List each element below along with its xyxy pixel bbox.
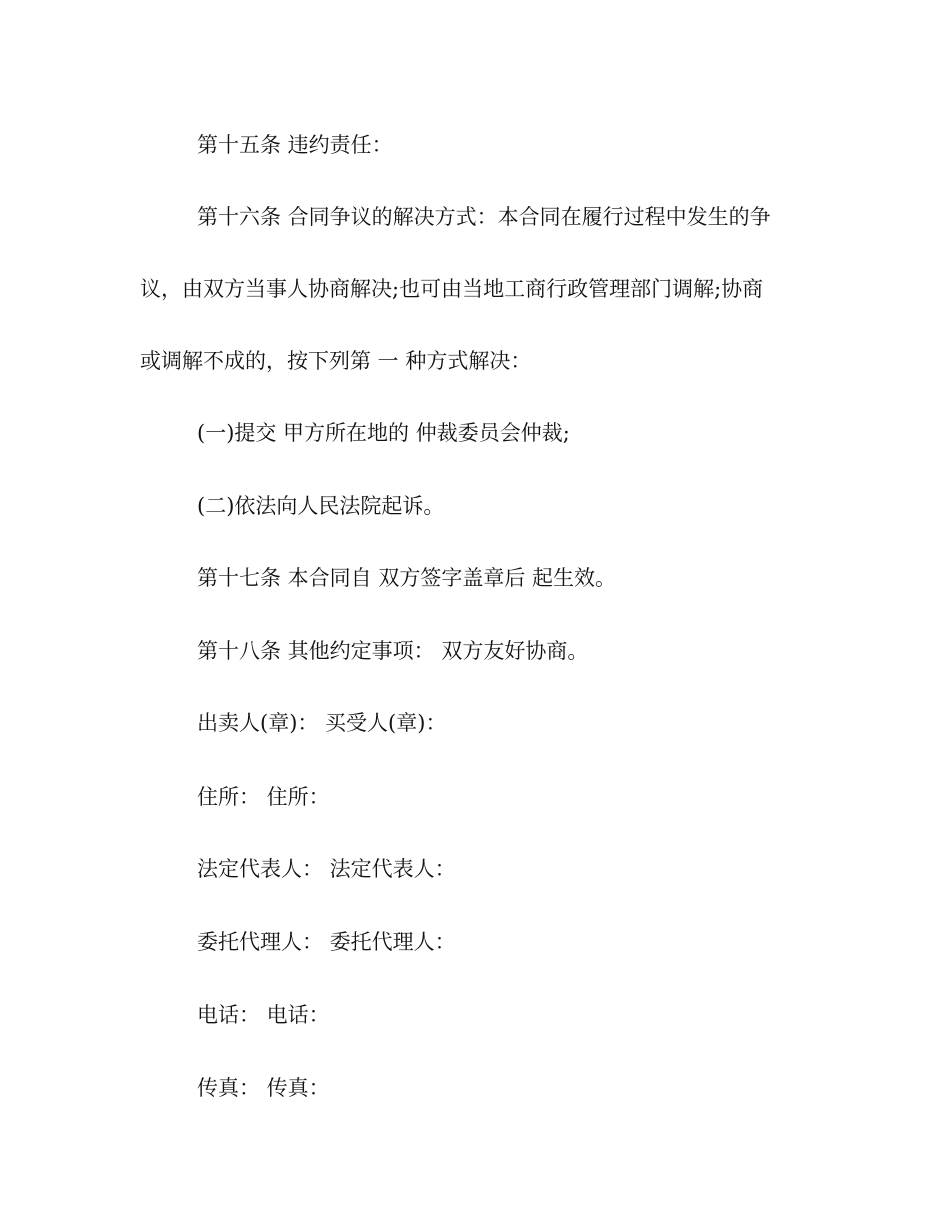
seller-buyer-seal-line: 出卖人(章)： 买受人(章)： xyxy=(197,711,447,735)
article-18-line: 第十八条 其他约定事项： 双方友好协商。 xyxy=(197,639,589,663)
authorized-agent-line: 委托代理人： 委托代理人： xyxy=(197,930,456,954)
article-16-line-2: 议，由双方当事人协商解决;也可由当地工商行政管理部门调解;协商 xyxy=(140,277,764,301)
address-line: 住所： 住所： xyxy=(197,785,330,809)
option-two-line: (二)依法向人民法院起诉。 xyxy=(197,494,445,518)
article-16-line-1: 第十六条 合同争议的解决方式：本合同在履行过程中发生的争 xyxy=(197,205,771,229)
article-16-line-3: 或调解不成的，按下列第 一 种方式解决： xyxy=(140,349,532,373)
article-17-line: 第十七条 本合同自 双方签字盖章后 起生效。 xyxy=(197,566,617,590)
article-15-line: 第十五条 违约责任： xyxy=(197,133,393,157)
fax-line: 传真： 传真： xyxy=(197,1076,330,1100)
legal-representative-line: 法定代表人： 法定代表人： xyxy=(197,857,456,881)
option-one-line: (一)提交 甲方所在地的 仲裁委员会仲裁; xyxy=(197,421,570,445)
phone-line: 电话： 电话： xyxy=(197,1003,330,1027)
